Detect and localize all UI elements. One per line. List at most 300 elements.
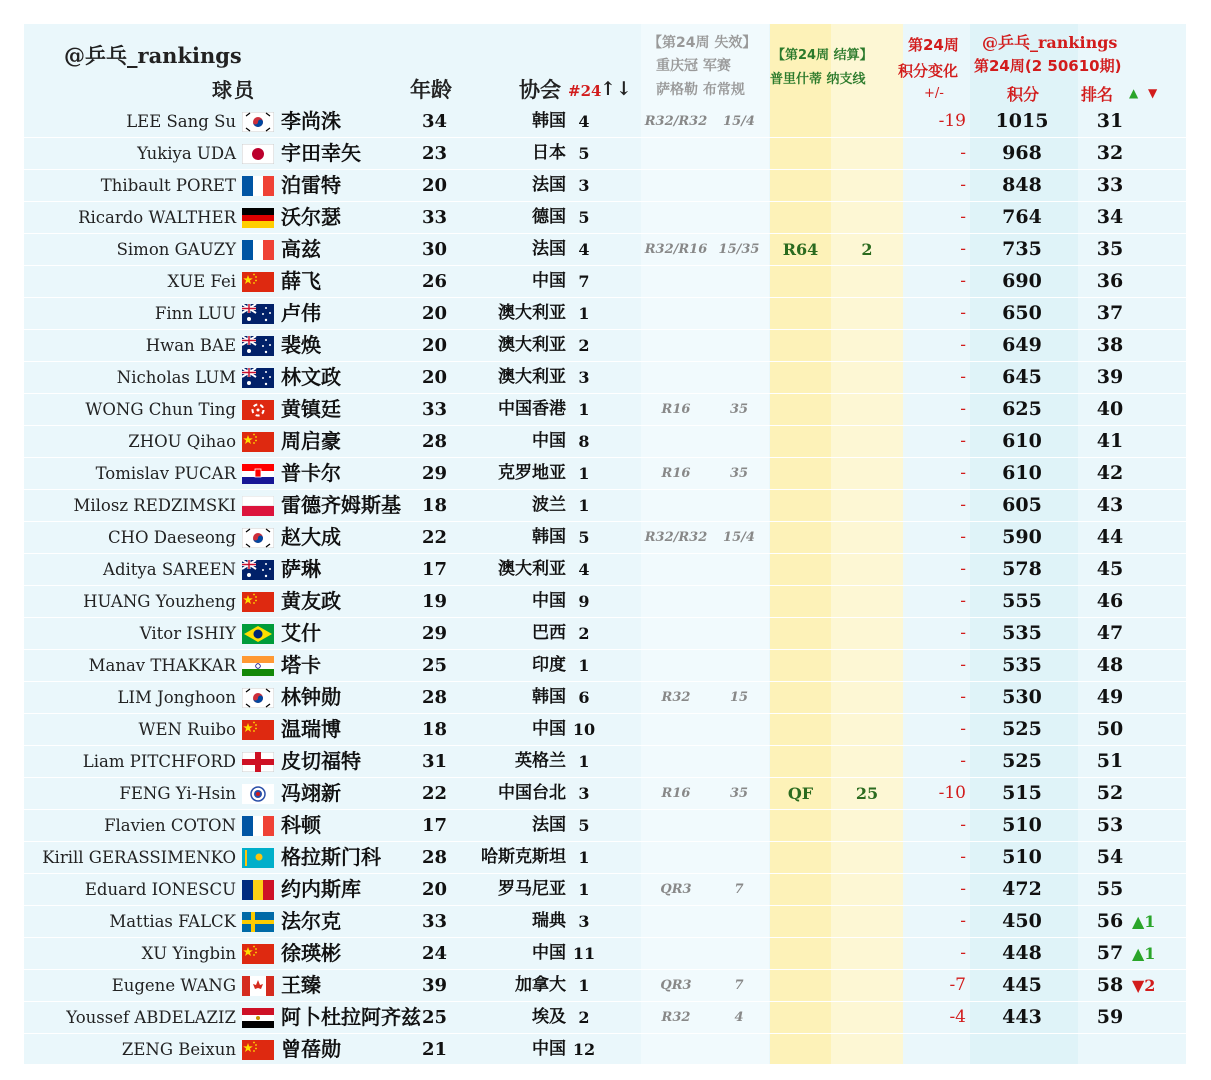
expired-points — [714, 138, 764, 169]
flag-chn-icon — [242, 720, 274, 740]
rank-movement: ▲1 — [1132, 944, 1156, 963]
player-age: 29 — [422, 463, 448, 484]
player-name-cn: 裴焕 — [281, 333, 321, 357]
association-rank: 12 — [572, 1040, 596, 1059]
expired-points: 7 — [734, 978, 744, 993]
player-name: Ricardo WALTHER — [78, 208, 236, 227]
settled-points — [831, 458, 903, 489]
table-row — [24, 106, 1186, 138]
settled-result — [770, 458, 831, 489]
settled-points — [831, 970, 903, 1001]
association-rank: 5 — [578, 144, 590, 163]
player-association: 法国 — [532, 815, 566, 835]
player-association: 澳大利亚 — [498, 559, 566, 579]
association-rank: 1 — [578, 304, 590, 323]
expired-points: 15/35 — [718, 242, 760, 257]
header-player: 球员 — [212, 78, 256, 102]
ranking-points: 1015 — [995, 110, 1049, 132]
flag-fra-icon — [242, 240, 274, 260]
flag-pol-icon — [242, 496, 274, 516]
player-age: 29 — [422, 623, 448, 644]
player-association: 瑞典 — [532, 911, 566, 931]
player-name: LIM Jonghoon — [117, 688, 236, 707]
ranking-position: 55 — [1096, 878, 1124, 900]
player-name-cn: 萨琳 — [281, 557, 321, 581]
player-name: Hwan BAE — [145, 336, 236, 355]
settled-points — [831, 746, 903, 777]
expired-result: R32 — [661, 690, 691, 705]
player-age: 20 — [422, 879, 448, 900]
header-rank: 排名 — [1081, 85, 1114, 104]
expired-points — [714, 330, 764, 361]
player-association: 克罗地亚 — [498, 463, 566, 483]
ranking-points: 605 — [1002, 494, 1042, 516]
rank-movement: ▲1 — [1132, 912, 1156, 931]
association-rank: 1 — [578, 752, 590, 771]
player-age: 22 — [422, 783, 448, 804]
player-name-cn: 黄镇廷 — [281, 397, 341, 421]
association-rank: 4 — [578, 240, 590, 259]
table-row — [24, 842, 1186, 874]
settled-points — [831, 362, 903, 393]
points-change: - — [960, 911, 966, 931]
player-name: Flavien COTON — [104, 816, 236, 835]
flag-rou-icon — [242, 880, 274, 900]
player-name: Tomislav PUCAR — [95, 464, 236, 483]
points-change: - — [960, 527, 966, 547]
player-name: Finn LUU — [154, 304, 236, 323]
player-name-cn: 曾蓓勋 — [281, 1037, 341, 1061]
player-age: 28 — [422, 431, 448, 452]
ranking-position: 38 — [1096, 334, 1124, 356]
expired-result — [644, 586, 708, 617]
association-rank: 1 — [578, 656, 590, 675]
table-row — [24, 810, 1186, 842]
ranking-points: 968 — [1002, 142, 1042, 164]
association-rank: 3 — [578, 368, 590, 387]
player-association: 英格兰 — [515, 751, 566, 771]
player-association: 澳大利亚 — [498, 335, 566, 355]
expired-result — [644, 266, 708, 297]
ranking-position: 36 — [1096, 270, 1124, 292]
settled-result — [770, 682, 831, 713]
header-assoc-number: #24 — [568, 82, 602, 100]
association-rank: 1 — [578, 848, 590, 867]
association-rank: 3 — [578, 912, 590, 931]
ranking-position: 56 — [1096, 910, 1124, 932]
player-name-cn: 黄友政 — [281, 589, 341, 613]
player-age: 17 — [422, 559, 448, 580]
player-association: 德国 — [532, 207, 566, 227]
player-name-cn: 林文政 — [281, 365, 341, 389]
table-row — [24, 586, 1186, 618]
settled-points — [831, 842, 903, 873]
points-change: - — [960, 751, 966, 771]
player-name: LEE Sang Su — [126, 112, 236, 131]
expired-result: QR3 — [660, 882, 692, 897]
player-association: 印度 — [532, 655, 566, 675]
settled-points — [831, 298, 903, 329]
table-row — [24, 170, 1186, 202]
player-association: 中国 — [532, 943, 566, 963]
points-change: - — [960, 399, 966, 419]
expired-points — [714, 746, 764, 777]
player-name-cn: 雷德齐姆斯基 — [281, 493, 401, 517]
ranking-position — [1090, 1034, 1130, 1065]
association-rank: 3 — [578, 784, 590, 803]
flag-egy-icon — [242, 1008, 274, 1028]
table-row — [24, 426, 1186, 458]
flag-fra-icon — [242, 816, 274, 836]
flag-fra-icon — [242, 176, 274, 196]
ranking-position: 50 — [1096, 718, 1124, 740]
ranking-points: 645 — [1002, 366, 1042, 388]
expired-result — [644, 906, 708, 937]
expired-points — [714, 170, 764, 201]
expired-points — [714, 554, 764, 585]
points-change: - — [960, 175, 966, 195]
table-row — [24, 1034, 1186, 1066]
expired-result: R32/R32 — [644, 114, 708, 129]
header-change-week: 第24周 — [908, 36, 959, 54]
association-rank: 6 — [578, 688, 590, 707]
flag-ind-icon — [242, 656, 274, 676]
settled-points — [831, 266, 903, 297]
settled-points — [831, 618, 903, 649]
ranking-points: 450 — [1002, 910, 1042, 932]
association-rank: 8 — [578, 432, 590, 451]
flag-aus-icon — [242, 304, 274, 324]
expired-result — [644, 362, 708, 393]
player-name-cn: 科顿 — [281, 813, 321, 837]
ranking-points: 578 — [1002, 558, 1042, 580]
settled-result — [770, 426, 831, 457]
ranking-points — [982, 1034, 1062, 1065]
flag-kor-icon — [242, 688, 274, 708]
association-rank: 1 — [578, 464, 590, 483]
header-association: 协会 — [519, 77, 561, 102]
points-change: - — [960, 463, 966, 483]
player-age: 28 — [422, 687, 448, 708]
expired-result — [644, 426, 708, 457]
player-name-cn: 约内斯库 — [281, 877, 361, 901]
player-age: 17 — [422, 815, 448, 836]
settled-points — [831, 202, 903, 233]
player-age: 18 — [422, 495, 448, 516]
player-age: 24 — [422, 943, 448, 964]
points-change: - — [960, 559, 966, 579]
points-change: - — [960, 815, 966, 835]
player-association: 韩国 — [532, 527, 566, 547]
settled-result — [770, 202, 831, 233]
table-row — [24, 138, 1186, 170]
settled-result — [770, 810, 831, 841]
association-rank: 2 — [578, 624, 590, 643]
header-expired-event2: 萨格勒 布常规 — [656, 82, 745, 98]
ranking-points: 590 — [1002, 526, 1042, 548]
settled-points — [831, 490, 903, 521]
player-name: FENG Yi-Hsin — [119, 784, 236, 803]
flag-chn-icon — [242, 1040, 274, 1060]
player-age: 26 — [422, 271, 448, 292]
expired-result — [644, 1034, 708, 1065]
settled-result — [770, 618, 831, 649]
table-row — [24, 362, 1186, 394]
player-name-cn: 阿卜杜拉阿齐兹 — [281, 1005, 421, 1029]
settled-result — [770, 170, 831, 201]
flag-eng-icon — [242, 752, 274, 772]
expired-result — [644, 170, 708, 201]
settled-result — [770, 650, 831, 681]
association-rank: 10 — [572, 720, 596, 739]
association-rank: 1 — [578, 496, 590, 515]
settled-result — [770, 746, 831, 777]
settled-points — [831, 522, 903, 553]
association-rank: 2 — [578, 336, 590, 355]
flag-bra-icon — [242, 624, 274, 644]
ranking-position: 43 — [1096, 494, 1124, 516]
player-name-cn: 卢伟 — [281, 301, 321, 325]
expired-result — [644, 330, 708, 361]
ranking-position: 53 — [1096, 814, 1124, 836]
player-age: 20 — [422, 303, 448, 324]
settled-points — [831, 330, 903, 361]
table-header — [24, 24, 1186, 106]
ranking-position: 47 — [1096, 622, 1124, 644]
association-rank: 9 — [578, 592, 590, 611]
flag-swe-icon — [242, 912, 274, 932]
table-row — [24, 298, 1186, 330]
settled-points — [831, 874, 903, 905]
flag-aus-icon — [242, 560, 274, 580]
association-rank: 4 — [578, 560, 590, 579]
sort-arrows-icon[interactable]: ↑↓ — [600, 78, 632, 100]
points-change: - — [960, 591, 966, 611]
ranking-position: 45 — [1096, 558, 1124, 580]
header-expired-event1: 重庆冠 军赛 — [656, 58, 731, 74]
settled-result — [770, 522, 831, 553]
points-change: - — [960, 271, 966, 291]
header-change-title: 积分变化 — [898, 62, 959, 80]
ranking-position: 42 — [1096, 462, 1124, 484]
ranking-position: 39 — [1096, 366, 1124, 388]
player-name: Aditya SAREEN — [103, 560, 236, 579]
association-rank: 5 — [578, 528, 590, 547]
player-name: XU Yingbin — [141, 944, 236, 963]
table-row — [24, 330, 1186, 362]
player-association: 加拿大 — [515, 975, 566, 995]
table-row — [24, 714, 1186, 746]
player-name: CHO Daeseong — [108, 528, 236, 547]
player-age: 20 — [422, 335, 448, 356]
ranking-position: 32 — [1096, 142, 1124, 164]
flag-chn-icon — [242, 272, 274, 292]
player-association: 日本 — [532, 143, 566, 163]
player-association: 埃及 — [532, 1007, 566, 1027]
player-association: 罗马尼亚 — [498, 879, 566, 899]
player-association: 法国 — [532, 175, 566, 195]
player-name-cn: 薛飞 — [281, 269, 321, 293]
ranking-points: 472 — [1002, 878, 1042, 900]
expired-result — [644, 554, 708, 585]
table-row — [24, 234, 1186, 266]
settled-points — [831, 1034, 903, 1065]
header-settled-event: 普里什蒂 纳支线 — [770, 72, 866, 87]
expired-result — [644, 202, 708, 233]
settled-result — [770, 362, 831, 393]
association-rank: 1 — [578, 400, 590, 419]
settled-points — [831, 906, 903, 937]
settled-points — [831, 714, 903, 745]
table-row — [24, 682, 1186, 714]
player-name-cn: 沃尔瑟 — [281, 205, 341, 229]
settled-points — [831, 138, 903, 169]
settled-result — [770, 298, 831, 329]
association-rank: 5 — [578, 208, 590, 227]
ranking-position: 35 — [1096, 238, 1124, 260]
expired-result — [644, 138, 708, 169]
settled-result — [770, 714, 831, 745]
header-expired-title: 【第24周 失效】 — [648, 35, 757, 51]
settled-result — [770, 106, 831, 137]
expired-points — [714, 650, 764, 681]
expired-result: R16 — [661, 402, 691, 417]
settled-points — [831, 938, 903, 969]
expired-points — [714, 842, 764, 873]
expired-result: QR3 — [660, 978, 692, 993]
ranking-points: 525 — [1002, 750, 1042, 772]
settled-result — [770, 586, 831, 617]
ranking-points: 650 — [1002, 302, 1042, 324]
settled-points — [831, 682, 903, 713]
points-change: - — [960, 303, 966, 323]
ranking-position: 58 — [1096, 974, 1124, 996]
points-change: -7 — [949, 975, 966, 995]
ranking-position: 52 — [1096, 782, 1124, 804]
association-rank: 1 — [578, 880, 590, 899]
settled-result: R64 — [782, 240, 819, 259]
expired-result: R32/R32 — [644, 530, 708, 545]
expired-points — [714, 202, 764, 233]
points-change: - — [960, 719, 966, 739]
expired-result — [644, 810, 708, 841]
player-name: Eduard IONESCU — [84, 880, 236, 899]
settled-points: 25 — [855, 784, 879, 803]
player-association: 澳大利亚 — [498, 367, 566, 387]
ranking-position: 44 — [1096, 526, 1124, 548]
expired-points — [714, 938, 764, 969]
ranking-points: 848 — [1002, 174, 1042, 196]
table-row — [24, 522, 1186, 554]
expired-result — [644, 298, 708, 329]
flag-kaz-icon — [242, 848, 274, 868]
settled-result — [770, 554, 831, 585]
player-association: 中国 — [532, 719, 566, 739]
expired-result: R32/R16 — [644, 242, 708, 257]
player-age: 20 — [422, 175, 448, 196]
settled-result — [770, 138, 831, 169]
association-rank: 11 — [572, 944, 596, 963]
player-name-cn: 王臻 — [281, 973, 321, 997]
player-name: Mattias FALCK — [109, 912, 236, 931]
player-association: 韩国 — [532, 111, 566, 131]
brand-handle-secondary: @乒乓_rankings — [982, 33, 1118, 52]
expired-points: 4 — [734, 1010, 744, 1025]
player-association: 中国 — [532, 431, 566, 451]
player-name-cn: 林钟勋 — [281, 685, 341, 709]
ranking-position: 31 — [1096, 110, 1124, 132]
player-name-cn: 徐瑛彬 — [281, 941, 341, 965]
player-age: 18 — [422, 719, 448, 740]
ranking-points: 764 — [1002, 206, 1042, 228]
ranking-points: 610 — [1002, 462, 1042, 484]
flag-can-icon — [242, 976, 274, 996]
ranking-points: 555 — [1002, 590, 1042, 612]
expired-points: 15 — [729, 690, 749, 705]
player-association: 巴西 — [532, 623, 566, 643]
association-rank: 1 — [578, 976, 590, 995]
player-name: Kirill GERASSIMENKO — [42, 848, 236, 867]
points-change: -10 — [938, 783, 966, 803]
settled-points — [831, 1002, 903, 1033]
settled-result — [770, 1034, 831, 1065]
player-name: Vitor ISHIY — [139, 624, 236, 643]
expired-points: 35 — [729, 786, 749, 801]
header-change-sign: +/- — [924, 86, 944, 101]
ranking-points: 445 — [1002, 974, 1042, 996]
ranking-points: 735 — [1002, 238, 1042, 260]
player-name-cn: 艾什 — [281, 621, 321, 645]
settled-result — [770, 1002, 831, 1033]
settled-result — [770, 874, 831, 905]
player-name: Liam PITCHFORD — [82, 752, 236, 771]
expired-result — [644, 650, 708, 681]
player-name: Thibault PORET — [100, 176, 236, 195]
flag-cro-icon — [242, 464, 274, 484]
player-association: 澳大利亚 — [498, 303, 566, 323]
expired-result — [644, 842, 708, 873]
flag-jpn-icon — [242, 144, 274, 164]
table-row — [24, 746, 1186, 778]
settled-result — [770, 938, 831, 969]
header-age: 年龄 — [410, 77, 452, 102]
ranking-position: 51 — [1096, 750, 1124, 772]
player-name-cn: 温瑞博 — [281, 717, 341, 741]
ranking-position: 41 — [1096, 430, 1124, 452]
settled-points — [831, 426, 903, 457]
settled-result — [770, 970, 831, 1001]
table-row — [24, 938, 1186, 970]
player-name: Yukiya UDA — [137, 144, 236, 163]
ranking-points: 690 — [1002, 270, 1042, 292]
settled-points — [831, 650, 903, 681]
ranking-points: 515 — [1002, 782, 1042, 804]
flag-tpe-icon — [242, 784, 274, 804]
expired-points — [714, 586, 764, 617]
points-change: - — [960, 687, 966, 707]
player-name-cn: 普卡尔 — [281, 461, 341, 485]
table-row — [24, 1002, 1186, 1034]
expired-result: R16 — [661, 786, 691, 801]
table-row — [24, 202, 1186, 234]
settled-result — [770, 330, 831, 361]
ranking-position: 57 — [1096, 942, 1124, 964]
header-settled-title: 【第24周 结算】 — [772, 48, 873, 63]
player-name-cn: 高兹 — [281, 237, 321, 261]
player-name: HUANG Youzheng — [83, 592, 236, 611]
ranking-position: 33 — [1096, 174, 1124, 196]
ranking-points: 530 — [1002, 686, 1042, 708]
